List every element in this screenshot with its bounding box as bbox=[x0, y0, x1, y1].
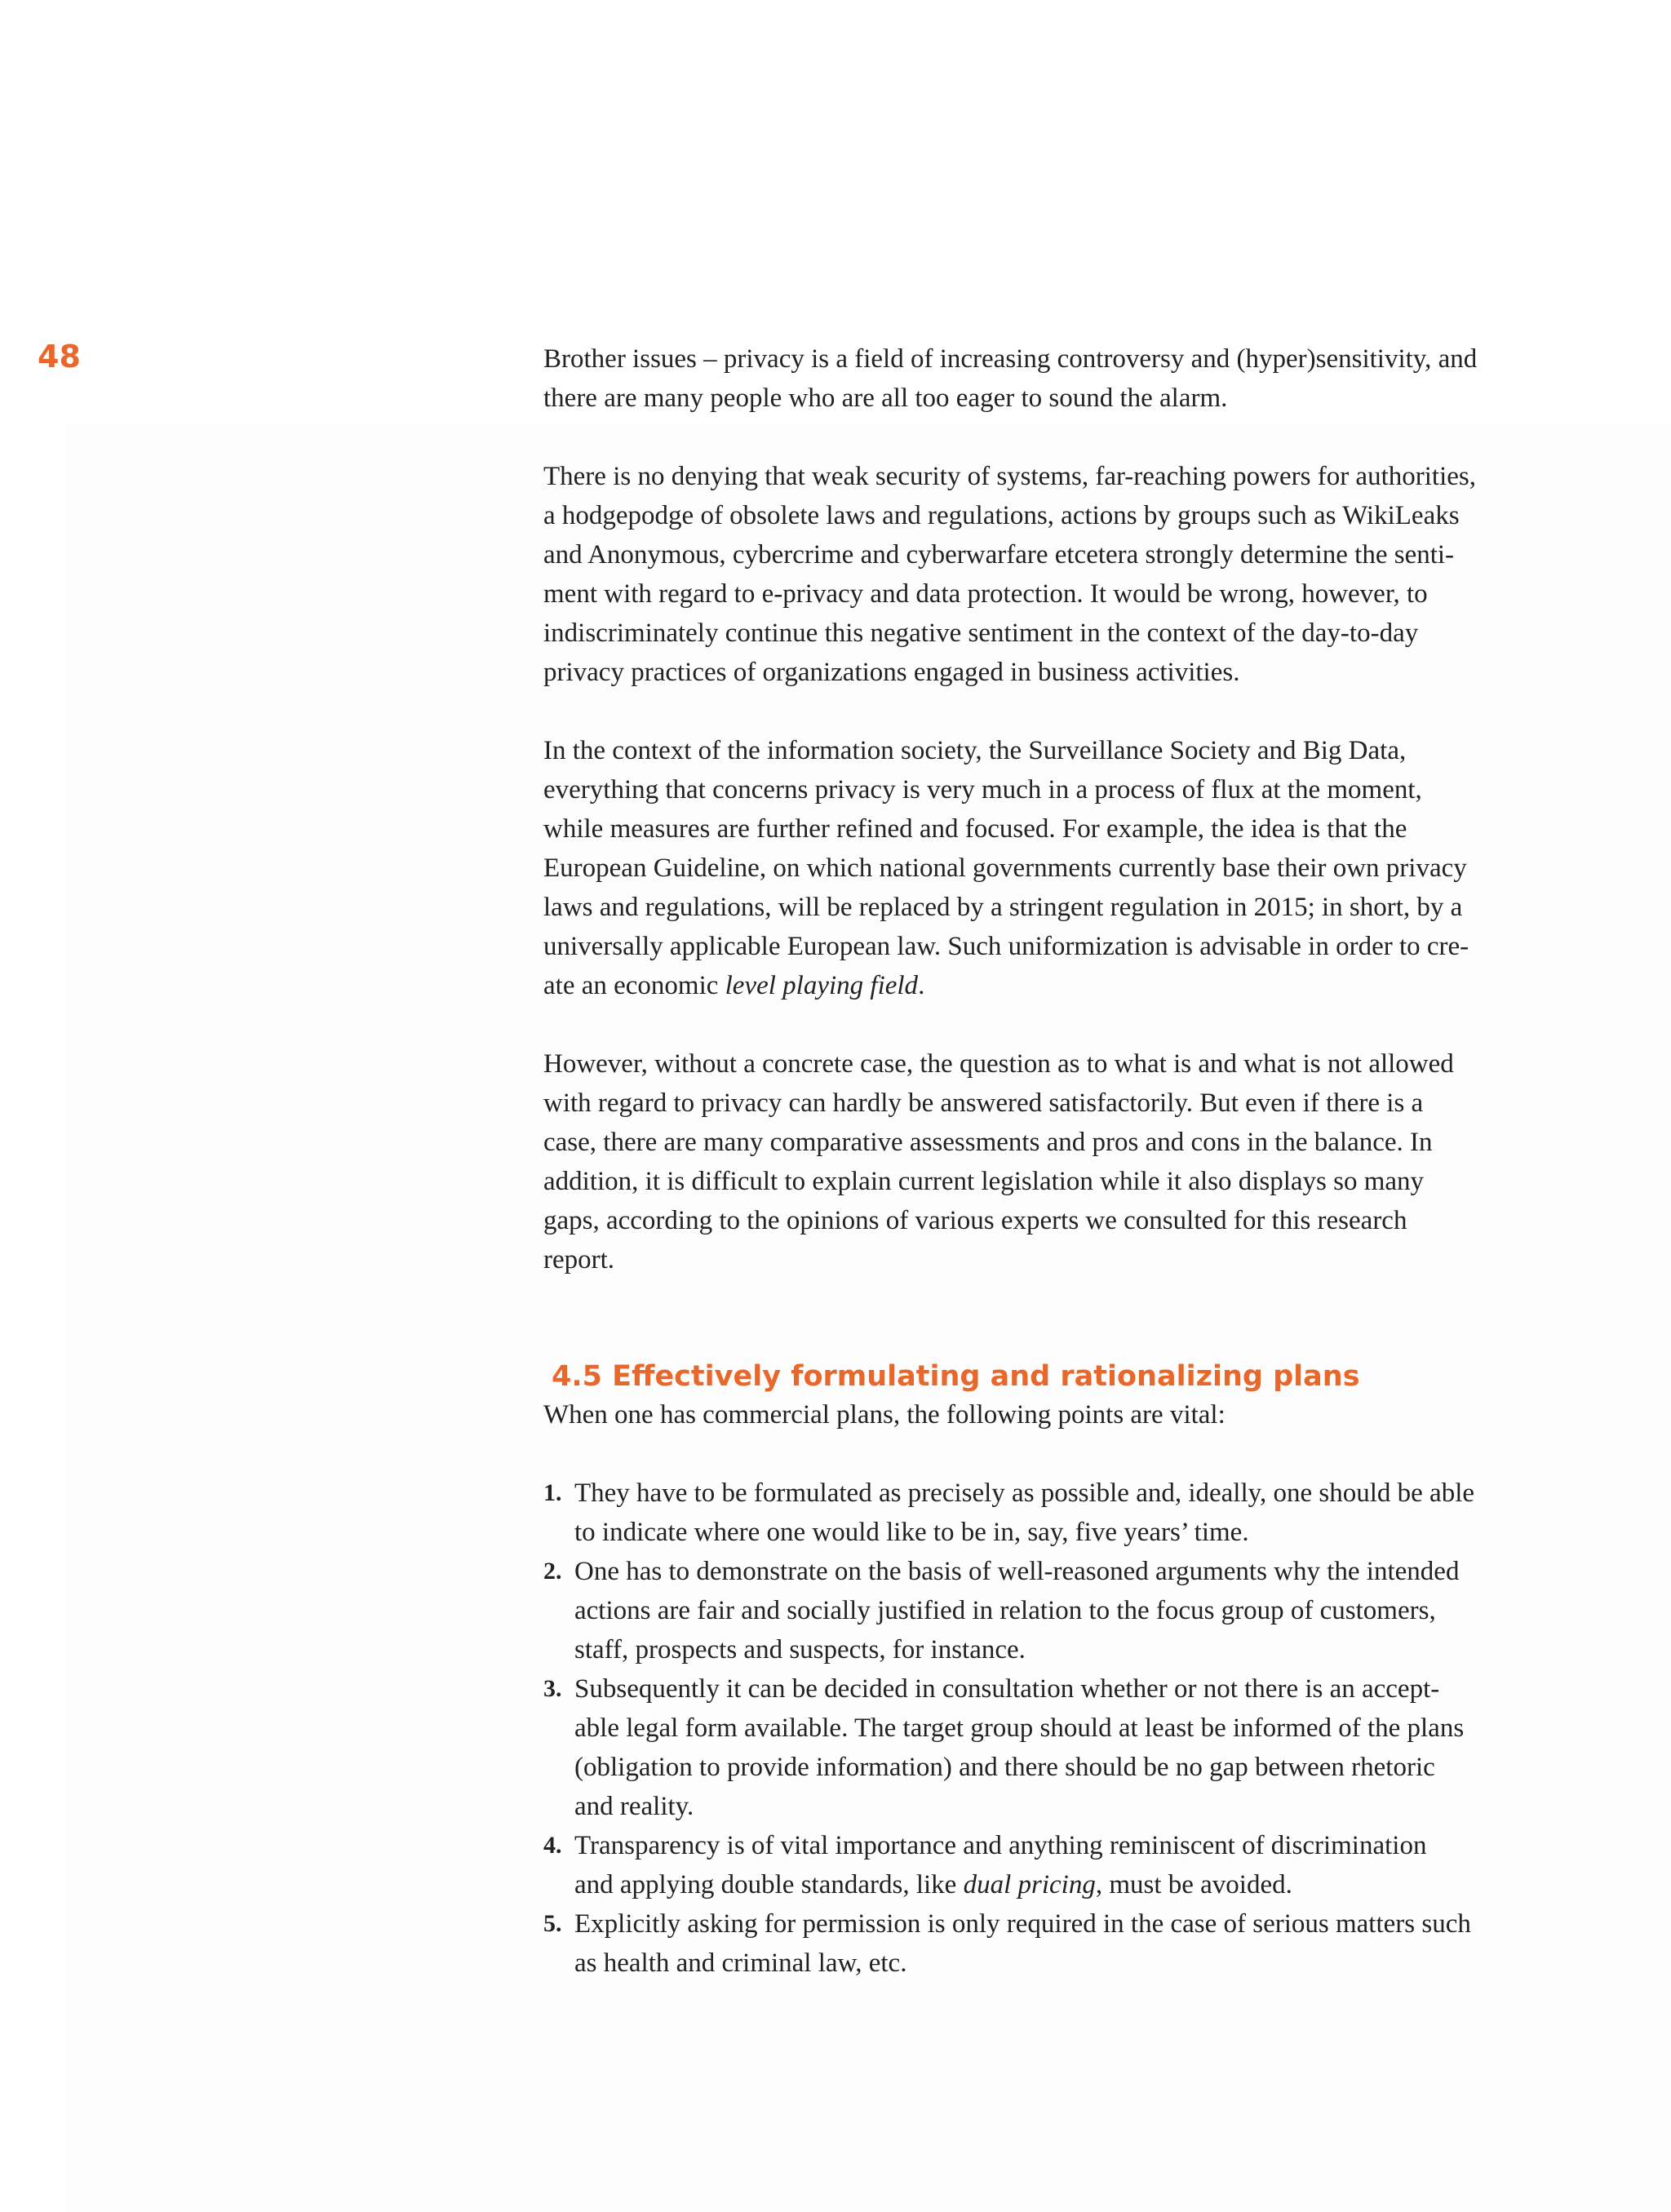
list-item bbox=[543, 1552, 1563, 1669]
section-intro: When one has commercial plans, the following points are vital: bbox=[543, 1400, 1226, 1430]
list-item-text-before: Transparency is of vital importance and anything reminiscent of discrimination and applying double standards, like bbox=[574, 1831, 1427, 1899]
page-number: 48 bbox=[38, 339, 81, 375]
main-text-column bbox=[543, 339, 1563, 1983]
section-heading: 4.5 Effectively formulating and rationalizing plans bbox=[552, 1360, 1360, 1393]
paragraph-1: Brother issues – privacy is a field of increasing controversy and (hyper)sensitivity, and there are many people who are all too eager to sound the alarm. bbox=[543, 344, 1478, 413]
list-item-text: One has to demonstrate on the basis of well-reasoned arguments why the intended actions are fair and socially justified in relation to the focus group of customers, staff, prospects and suspects, for instance. bbox=[574, 1557, 1460, 1665]
paragraph-2: There is no denying that weak security of systems, far-reaching powers for authorities, a hodgepodge of obsolete laws and regulations, actions by groups such as WikiLeaks and Anonymous, cybercrime and cyberwarfare etcetera strongly determine the senti- ment with regard to e-privacy and data protection. It would be wrong, however, to indiscriminately continue this negative sentiment in the context of the day-to-day privacy practices of organizations engaged in business activities. bbox=[543, 462, 1476, 687]
paragraph-3-after: . bbox=[918, 971, 925, 1000]
list-item-text: Subsequently it can be decided in consultation whether or not there is an accept- able legal form available. The target group should at least be informed of the plans (obligation to provide information) and there should be no gap between rhetoric and reality. bbox=[574, 1674, 1465, 1821]
list-item-number: 4. bbox=[543, 1832, 562, 1859]
list-item bbox=[543, 1669, 1563, 1826]
vital-points-list bbox=[543, 1474, 1563, 1983]
list-item bbox=[543, 1474, 1563, 1552]
list-item-italic: dual pricing bbox=[963, 1870, 1096, 1899]
paragraph-3-text: In the context of the information society, the Surveillance Society and Big Data, everything that concerns privacy is very much in a process of flux at the moment, while measures are further refined and focused. For example, the idea is that the European Guideline, on which national governments currently base their own privacy laws and regulations, will be replaced by a stringent regulation in 2015; in short, by a universally applicable European law. Such uniformization is advisable in order to cre- ate an economic bbox=[543, 736, 1469, 1000]
list-item-text: Explicitly asking for permission is only required in the case of serious matters such as health and criminal law, etc. bbox=[574, 1909, 1471, 1978]
paragraph-4: However, without a concrete case, the question as to what is and what is not allowed with regard to privacy can hardly be answered satisfactorily. But even if there is a case, there are many comparative assessments and pros and cons in the balance. In addition, it is difficult to explain current legislation while it also displays so many gaps, according to the opinions of various experts we consulted for this research report. bbox=[543, 1049, 1454, 1274]
paragraph-3-italic: level playing field bbox=[725, 971, 919, 1000]
list-item bbox=[543, 1826, 1563, 1904]
paragraph-3 bbox=[543, 731, 1563, 1005]
list-item-number: 3. bbox=[543, 1675, 562, 1702]
list-item-number: 2. bbox=[543, 1558, 562, 1585]
list-item-text: They have to be formulated as precisely as possible and, ideally, one should be able to indicate where one would like to be in, say, five years’ time. bbox=[574, 1478, 1475, 1547]
list-item-number: 5. bbox=[543, 1910, 562, 1937]
list-item-number: 1. bbox=[543, 1479, 562, 1506]
list-item bbox=[543, 1904, 1563, 1983]
list-item-text-after: , must be avoided. bbox=[1095, 1870, 1292, 1899]
